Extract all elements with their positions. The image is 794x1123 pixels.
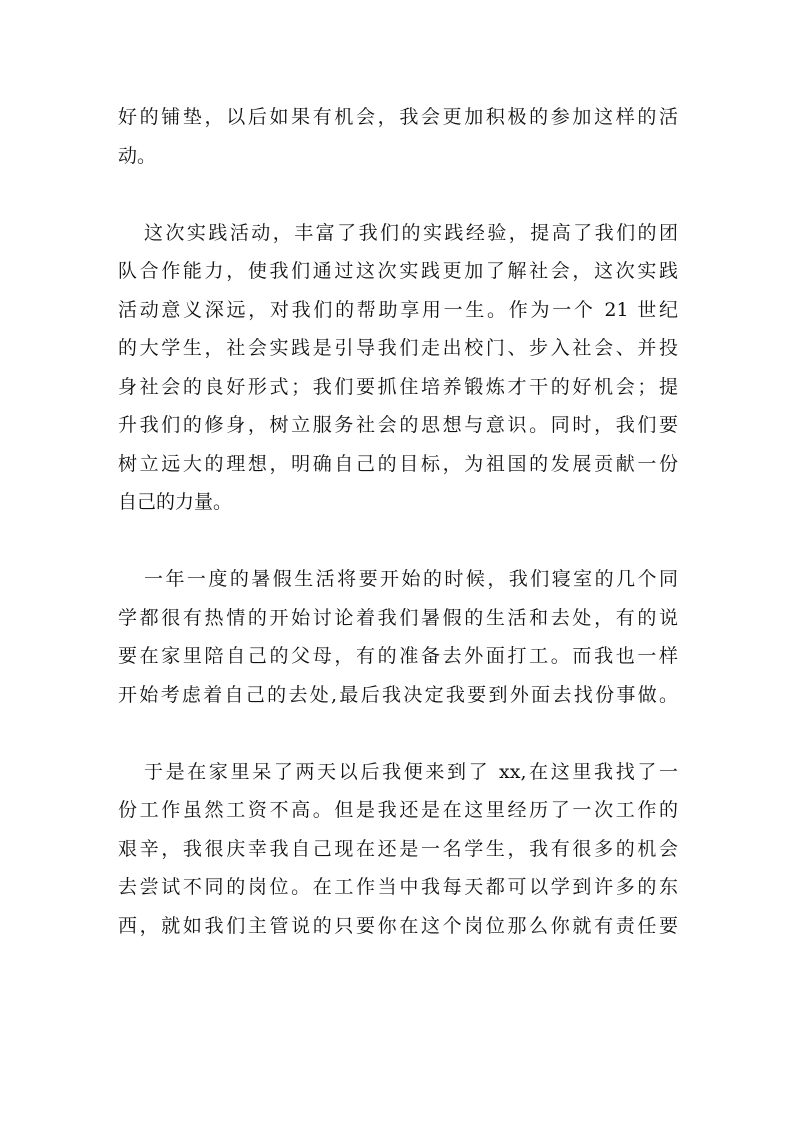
text-line: 去尝试不同的岗位。在工作当中我每天都可以学到许多的东 [118,876,678,898]
text-line: 开始考虑着自己的去处,最后我决定我要到外面去找份事做。 [118,683,678,706]
paragraph-gap [118,175,678,214]
text-line: 艰辛，我很庆幸我自己现在还是一名学生，我有很多的机会 [118,837,678,860]
text-line: 好的铺垫，以后如果有机会，我会更加积极的参加这样的活 [118,106,678,128]
text-line: 的大学生，社会实践是引导我们走出校门、步入社会、并投 [118,337,678,359]
paragraph-gap [118,522,678,561]
paragraph-4 [118,753,678,946]
text-line: 动。 [118,144,157,167]
body-text [118,98,678,945]
text-line: 升我们的修身，树立服务社会的思想与意识。同时，我们要 [118,414,678,436]
text-line: 份工作虽然工资不高。但是我还是在这里经历了一次工作的 [118,799,678,821]
text-line: 西，就如我们主管说的只要你在这个岗位那么你就有责任要 [118,914,678,937]
text-line: 队合作能力，使我们通过这次实践更加了解社会，这次实践 [118,260,678,282]
text-line: 要在家里陪自己的父母，有的准备去外面打工。而我也一样 [118,645,678,667]
paragraph-1 [118,98,678,175]
paragraph-gap [118,714,678,753]
paragraph-3 [118,560,678,714]
paragraph-2 [118,214,678,522]
text-line: 活动意义深远，对我们的帮助享用一生。作为一个 21 世纪 [118,298,678,321]
text-line: 树立远大的理想，明确自己的目标，为祖国的发展贡献一份 [118,452,678,475]
text-line: 学都很有热情的开始讨论着我们暑假的生活和去处，有的说 [118,606,678,629]
text-line: 这次实践活动，丰富了我们的实践经验，提高了我们的团 [144,221,678,244]
text-line: 于是在家里呆了两天以后我便来到了 xx,在这里我找了一 [144,760,678,783]
text-line: 一年一度的暑假生活将要开始的时候，我们寝室的几个同 [144,568,678,590]
text-line: 自己的力量。 [118,491,233,513]
text-line: 身社会的良好形式；我们要抓住培养锻炼才干的好机会；提 [118,375,678,398]
